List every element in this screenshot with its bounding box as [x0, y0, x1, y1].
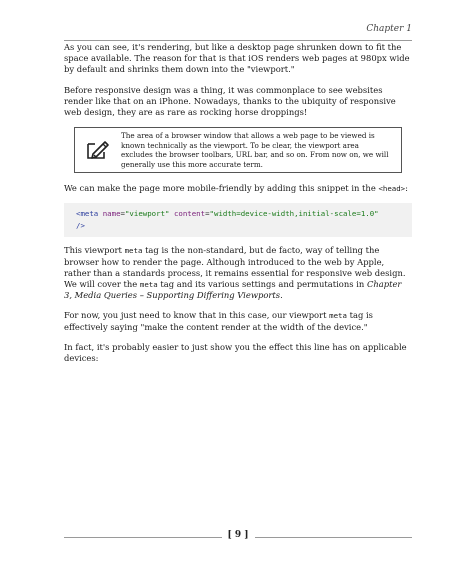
note-box	[74, 127, 402, 173]
paragraph-5-a: For now, you just need to know that in this case, our viewport	[64, 310, 330, 321]
inline-code-head: <head>	[378, 184, 406, 194]
inline-code-meta-2: meta	[139, 280, 158, 290]
inline-code-meta-3: meta	[329, 311, 347, 321]
paragraph-5	[64, 310, 412, 332]
paragraph-6: In fact, it's probably easier to just show you the effect this line has on applicable devices:	[64, 341, 407, 364]
paragraph-4-c: tag and its various settings and permutations in	[157, 279, 367, 290]
code-open-bracket: <	[76, 209, 81, 219]
code-block: <meta name="viewport" content="width=device-width,initial-scale=1.0" />	[64, 203, 412, 237]
pencil-note-icon	[75, 128, 121, 172]
inline-code-meta-1: meta	[124, 246, 143, 256]
chapter-reference: Chapter 3, Media Queries – Supporting Differing Viewports	[64, 279, 402, 301]
page-footer	[64, 530, 412, 544]
paragraph-4	[64, 245, 412, 301]
paragraph-3-text: We can make the page more mobile-friendly by adding this snippet in the	[64, 183, 379, 194]
code-close: />	[76, 221, 85, 231]
paragraph-4-d: .	[280, 290, 283, 301]
chapter-label: Chapter 1	[366, 24, 412, 34]
code-value-viewport: "viewport"	[124, 209, 170, 219]
paragraph-4-a: This viewport	[64, 245, 125, 256]
page-number: [ 9 ]	[227, 530, 249, 540]
paragraph-2: Before responsive design was a thing, it was commonplace to see websites render like that on an iPhone. Nowadays, thanks to the ubiquity of responsive web design, they are as rare as rocking horse droppings!	[64, 84, 396, 118]
paragraph-3-colon: :	[405, 183, 408, 194]
running-header	[64, 24, 412, 41]
paragraph-5-b: tag is effectively saying "make the content render at the width of the device."	[64, 310, 373, 332]
code-tag: meta	[80, 209, 99, 219]
footer-rule-right	[255, 537, 413, 538]
code-attr-name: name	[102, 209, 121, 219]
note-text: The area of a browser window that allows a web page to be viewed is known technically as the viewport. To be clear, the viewport area excludes the browser toolbars, URL bar, and so on. From now on, we will generally use this more accurate term.	[121, 131, 389, 169]
paragraph-3	[64, 183, 412, 194]
paragraph-4-b: tag is the non-standard, but de facto, way of telling the browser how to render the page. Although introduced to the web by Apple, rather than a standards process, it remains essential for responsive web design. We will cover the	[64, 245, 406, 290]
page-content	[64, 42, 412, 373]
code-value-content: "width=device-width,initial-scale=1.0"	[209, 209, 379, 219]
paragraph-1: As you can see, it's rendering, but like a desktop page shrunken down to fit the space available. The reason for that is that iOS renders web pages at 980px wide by default and shrinks them down into the "viewport."	[64, 42, 410, 75]
footer-rule-left	[64, 537, 222, 538]
code-attr-content: content	[173, 209, 206, 219]
